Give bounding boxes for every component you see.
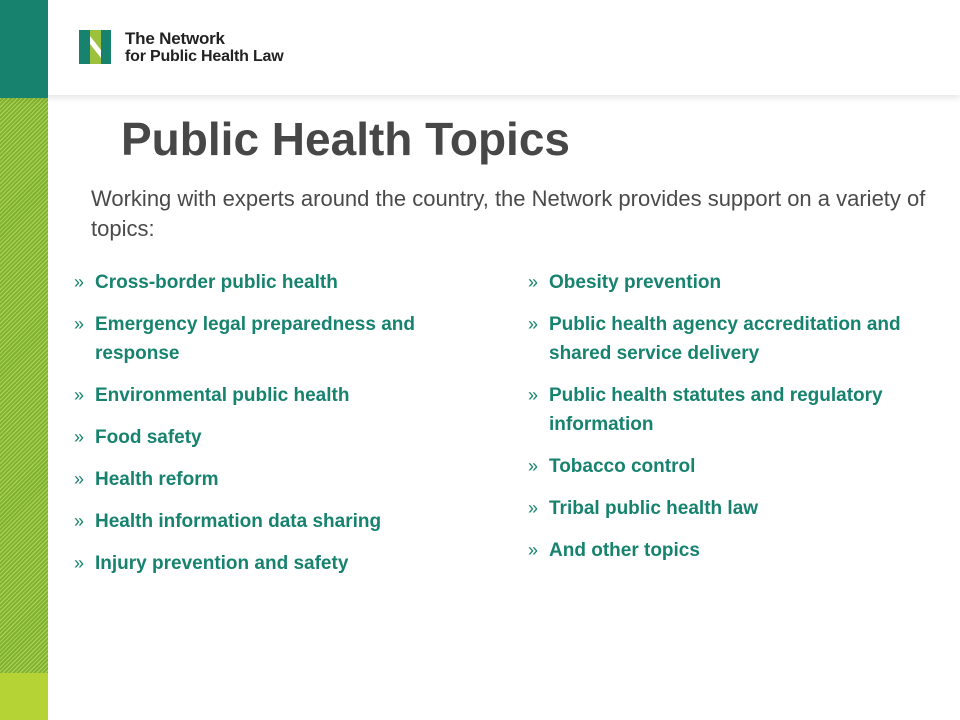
topic-label: And other topics: [549, 540, 700, 561]
topic-label: Emergency legal preparedness and response: [95, 314, 415, 364]
topic-label: Tribal public health law: [549, 498, 759, 519]
topic-label: Public health statutes and regulatory information: [549, 385, 883, 435]
bullet-chevron-icon: »: [528, 314, 539, 334]
topic-item: [74, 381, 474, 410]
topic-item: [528, 268, 948, 297]
bullet-chevron-icon: »: [528, 540, 539, 560]
topic-label: Injury prevention and safety: [95, 553, 349, 574]
bullet-chevron-icon: »: [74, 427, 85, 447]
bullet-chevron-icon: »: [74, 314, 85, 334]
topic-item: [528, 310, 948, 368]
topic-item: [74, 465, 474, 494]
topic-item: [74, 423, 474, 452]
bullet-chevron-icon: »: [528, 385, 539, 405]
intro-text: Working with experts around the country, the Network provides support on a variety of topics:: [91, 186, 926, 241]
topic-label: Tobacco control: [549, 456, 696, 477]
bullet-chevron-icon: »: [74, 385, 85, 405]
teal-corner-block: [0, 0, 48, 98]
bullet-chevron-icon: »: [74, 553, 85, 573]
bullet-chevron-icon: »: [74, 511, 85, 531]
page-title: Public Health Topics: [121, 113, 570, 165]
topic-label: Health information data sharing: [95, 511, 382, 532]
topic-item: [74, 549, 474, 578]
logo-text-line2: for Public Health Law: [125, 48, 284, 65]
topic-item: [528, 452, 948, 481]
topic-label: Food safety: [95, 427, 202, 448]
logo: [77, 28, 337, 68]
green-side-footer: [0, 673, 48, 720]
bullet-chevron-icon: »: [528, 498, 539, 518]
topic-label: Health reform: [95, 469, 219, 490]
network-logo-icon: [77, 28, 113, 66]
topic-label: Environmental public health: [95, 385, 350, 406]
bullet-chevron-icon: »: [528, 272, 539, 292]
bullet-chevron-icon: »: [74, 272, 85, 292]
topic-item: [74, 310, 474, 368]
topics-list-left: [74, 268, 474, 591]
topic-item: [74, 268, 474, 297]
logo-text-line1: The Network: [125, 29, 225, 48]
bullet-chevron-icon: »: [74, 469, 85, 489]
striped-side-panel: [0, 98, 48, 673]
bullet-chevron-icon: »: [528, 456, 539, 476]
topic-item: [74, 507, 474, 536]
topic-label: Cross-border public health: [95, 272, 338, 293]
topics-list-right: [528, 268, 948, 578]
topic-item: [528, 536, 948, 565]
topic-label: Obesity prevention: [549, 272, 722, 293]
topic-label: Public health agency accreditation and shared service delivery: [549, 314, 901, 364]
topic-item: [528, 494, 948, 523]
topic-item: [528, 381, 948, 439]
